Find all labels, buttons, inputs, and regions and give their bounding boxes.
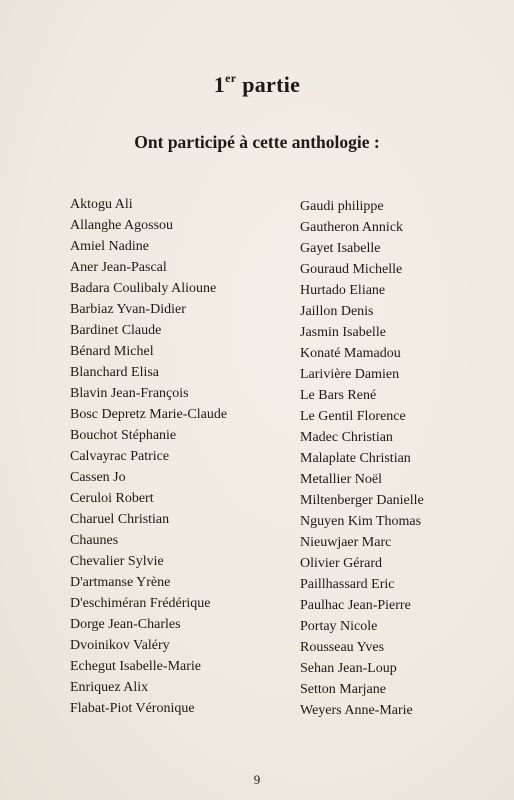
participant-name: Cassen Jo [70,470,126,485]
participant-name: Weyers Anne-Marie [300,703,413,718]
participant-name: Chevalier Sylvie [70,554,164,569]
participant-name: Hurtado Eliane [300,283,386,298]
participants-list-right [300,196,424,721]
participant-name: Malaplate Christian [300,451,411,466]
participant-name: Enriquez Alix [70,680,149,695]
participant-name: Larivière Damien [300,367,400,382]
participant-name: Le Bars René [300,388,377,403]
participants-heading: Ont participé à cette anthologie : [134,132,380,152]
page-number: 9 [253,772,261,787]
participant-name: Allanghe Agossou [70,218,174,233]
participant-name: Barbiaz Yvan-Didier [70,302,186,317]
participant-name: Le Gentil Florence [300,409,406,424]
participant-name: Miltenberger Danielle [300,493,424,508]
participant-name: Olivier Gérard [300,556,383,571]
participant-name: Paillhassard Eric [300,577,395,592]
participant-name: Bosc Depretz Marie-Claude [70,407,228,422]
participant-name: Flabat-Piot Véronique [70,701,195,716]
participant-name: Jaillon Denis [300,304,374,319]
participant-name: Nguyen Kim Thomas [300,514,422,529]
participant-name: Dorge Jean-Charles [70,617,181,632]
participant-name: Dvoinikov Valéry [70,638,170,653]
participant-name: Gayet Isabelle [300,241,381,256]
participant-name: Calvayrac Patrice [70,449,170,464]
participant-name: Sehan Jean-Loup [300,661,397,676]
participant-name: Blanchard Elisa [70,365,160,380]
participant-name: Aner Jean-Pascal [70,260,167,275]
participant-name: D'eschiméran Frédérique [70,596,211,611]
participant-name: Portay Nicole [300,619,378,634]
participants-list-left [70,194,227,719]
participant-name: Charuel Christian [70,512,170,527]
participant-name: Rousseau Yves [300,640,385,655]
participant-name: Bardinet Claude [70,323,162,338]
participant-name: Nieuwjaer Marc [300,535,392,550]
section-heading [0,72,514,98]
participant-name: Madec Christian [300,430,393,445]
participant-name: Badara Coulibaly Alioune [70,281,217,296]
participant-name: Bouchot Stéphanie [70,428,177,443]
heading-superscript: er [225,70,237,85]
participant-name: Paulhac Jean-Pierre [300,598,411,613]
participant-name: Blavin Jean-François [70,386,189,401]
participant-name: Echegut Isabelle-Marie [70,659,201,674]
participant-name: Gaudi philippe [300,199,384,214]
participant-name: Setton Marjane [300,682,386,697]
participant-name: Bénard Michel [70,344,154,359]
participant-name: Ceruloi Robert [70,491,154,506]
participant-name: Konaté Mamadou [300,346,401,361]
participant-name: Jasmin Isabelle [300,325,386,340]
participant-name: Chaunes [70,533,119,548]
participant-name: Amiel Nadine [70,239,149,254]
participant-name: Aktogu Ali [70,197,133,212]
participant-name: D'artmanse Yrène [70,575,171,590]
participant-name: Gouraud Michelle [300,262,403,277]
participant-name: Metallier Noël [300,472,383,487]
heading-word: partie [242,72,301,97]
heading-number: 1 [213,72,226,97]
participant-name: Gautheron Annick [300,220,404,235]
